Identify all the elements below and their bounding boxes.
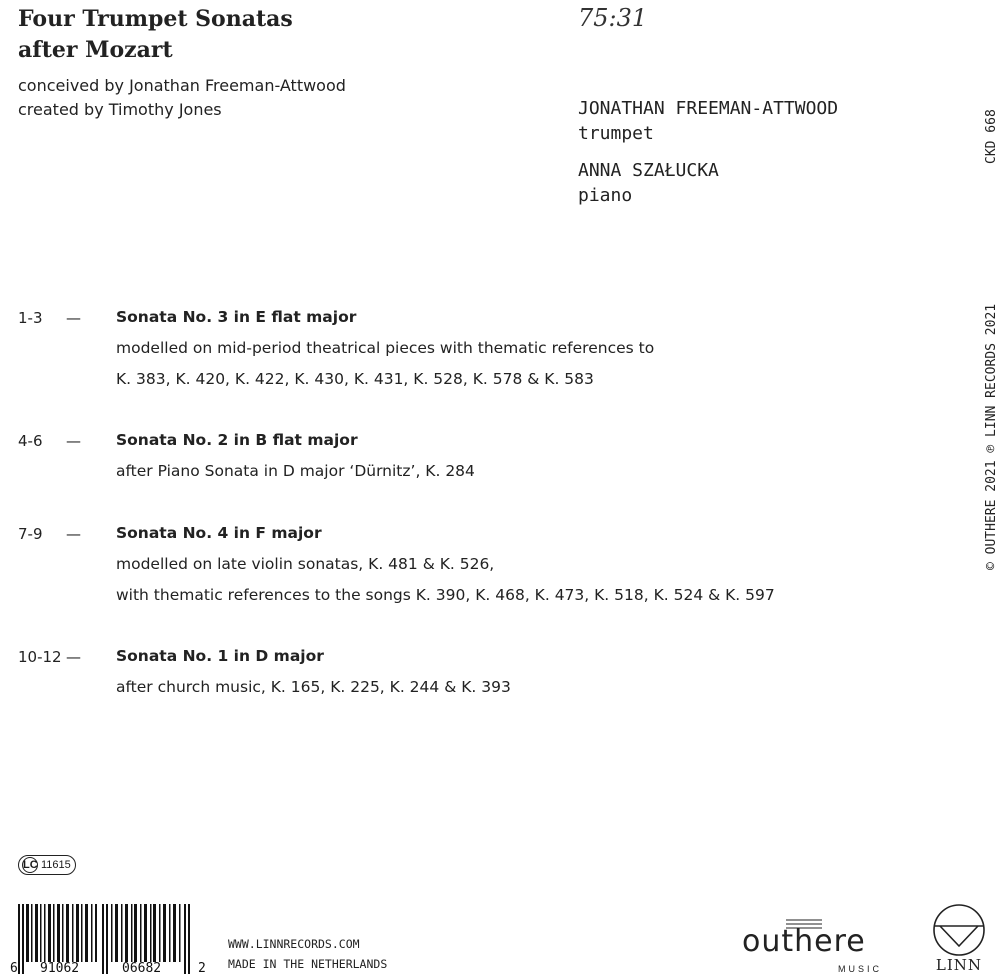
outhere-music-label: MUSIC bbox=[838, 964, 882, 974]
performer-name: JONATHAN FREEMAN-ATTWOOD bbox=[578, 98, 839, 119]
track-description-line: after church music, K. 165, K. 225, K. 244 & K. 393 bbox=[116, 678, 511, 696]
track-body bbox=[116, 425, 475, 487]
barcode-digits-right: 06682 bbox=[122, 961, 162, 976]
created-credit: created by Timothy Jones bbox=[18, 100, 222, 119]
track-description-line: after Piano Sonata in D major ‘Dürnitz’, K. 284 bbox=[116, 462, 475, 480]
track-range: 10-12 bbox=[18, 648, 62, 666]
track-description-line: with thematic references to the songs K. 390, K. 468, K. 473, K. 518, K. 524 & K. 597 bbox=[116, 586, 775, 604]
linn-wordmark: LINN bbox=[935, 956, 983, 974]
credits bbox=[18, 74, 346, 122]
outhere-wordmark: outhere bbox=[742, 924, 866, 959]
performer-instrument: trumpet bbox=[578, 123, 654, 144]
track-body bbox=[116, 641, 511, 703]
label-code-badge bbox=[18, 855, 76, 875]
track-range: 1-3 bbox=[18, 309, 43, 327]
performer-trumpet bbox=[578, 96, 838, 146]
conceived-credit: conceived by Jonathan Freeman-Attwood bbox=[18, 76, 346, 95]
barcode-digits-left: 91062 bbox=[40, 961, 80, 976]
track-dash: — bbox=[66, 525, 81, 543]
track-body bbox=[116, 518, 775, 611]
album-title bbox=[18, 4, 293, 66]
track-title: Sonata No. 4 in F major bbox=[116, 524, 322, 542]
made-in-notice: MADE IN THE NETHERLANDS bbox=[228, 957, 388, 971]
track-title: Sonata No. 3 in E flat major bbox=[116, 308, 357, 326]
performers bbox=[578, 96, 838, 220]
lc-number: 11615 bbox=[41, 859, 71, 871]
barcode-digit-check: 2 bbox=[198, 961, 206, 976]
track-dash: — bbox=[66, 648, 81, 666]
track-range: 4-6 bbox=[18, 432, 43, 450]
linn-emblem-icon bbox=[931, 902, 987, 958]
copyright-notice: © OUTHERE 2021 ℗ LINN RECORDS 2021 bbox=[984, 303, 999, 570]
performer-name: ANNA SZAŁUCKA bbox=[578, 160, 719, 181]
track-body bbox=[116, 302, 654, 395]
track-title: Sonata No. 1 in D major bbox=[116, 647, 324, 665]
barcode-digit-lead: 6 bbox=[10, 961, 18, 976]
album-title-line-1: Four Trumpet Sonatas bbox=[18, 6, 293, 32]
track-title: Sonata No. 2 in B flat major bbox=[116, 431, 358, 449]
linn-logo bbox=[924, 900, 994, 976]
track-description-line: K. 383, K. 420, K. 422, K. 430, K. 431, K. 528, K. 578 & K. 583 bbox=[116, 370, 594, 388]
track-dash: — bbox=[66, 309, 81, 327]
track-range: 7-9 bbox=[18, 525, 43, 543]
barcode bbox=[10, 900, 210, 976]
footer-info bbox=[228, 934, 387, 974]
album-title-line-2: after Mozart bbox=[18, 37, 173, 63]
performer-piano bbox=[578, 158, 838, 208]
catalog-number: CKD 668 bbox=[984, 109, 999, 164]
spine-text bbox=[980, 96, 1000, 576]
track-dash: — bbox=[66, 432, 81, 450]
lc-mark: LC bbox=[23, 859, 38, 871]
outhere-music-logo bbox=[742, 912, 882, 976]
performer-instrument: piano bbox=[578, 185, 633, 206]
track-description-line: modelled on late violin sonatas, K. 481 & K. 526, bbox=[116, 555, 495, 573]
total-duration: 75:31 bbox=[578, 4, 648, 32]
track-description-line: modelled on mid-period theatrical pieces with thematic references to bbox=[116, 339, 655, 357]
website-url: WWW.LINNRECORDS.COM bbox=[228, 937, 360, 951]
